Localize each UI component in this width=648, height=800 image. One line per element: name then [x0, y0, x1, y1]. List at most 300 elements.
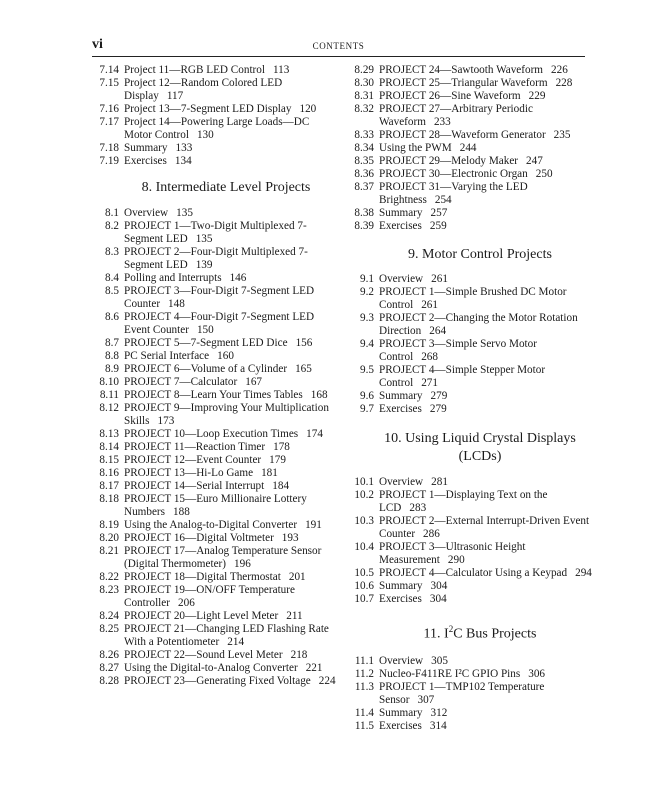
- page-ref: 312: [430, 706, 448, 719]
- entry-text: PROJECT 14—Serial Interrupt: [124, 480, 265, 492]
- page-ref: 193: [281, 532, 299, 544]
- toc-entry[interactable]: [347, 64, 593, 77]
- section-number: 7.14: [99, 64, 119, 76]
- entry-title: [124, 272, 246, 285]
- entry-text: PROJECT 25—Triangular Waveform: [379, 77, 548, 89]
- page-ref: 133: [175, 142, 193, 154]
- section-number: 11.2: [354, 667, 374, 680]
- toc-entry[interactable]: [347, 273, 593, 286]
- entry-title: [379, 129, 570, 142]
- toc-entry[interactable]: [92, 649, 340, 662]
- entry-text: PROJECT 27—Arbitrary Periodic Waveform: [379, 103, 533, 128]
- toc-entry[interactable]: [347, 338, 593, 364]
- entry-text: PROJECT 29—Melody Maker: [379, 155, 519, 167]
- entry-title: [379, 286, 593, 312]
- toc-entry[interactable]: [347, 593, 593, 606]
- entry-title: [124, 571, 306, 584]
- page-ref: 117: [166, 90, 184, 102]
- page-ref: 304: [429, 593, 447, 605]
- entry-text: Exercises: [379, 593, 422, 605]
- entry-title: [379, 390, 447, 403]
- toc-entry[interactable]: [92, 142, 340, 155]
- page-ref: 247: [526, 155, 543, 167]
- entry-title: [379, 720, 447, 733]
- section-number: 8.33: [354, 129, 374, 141]
- toc-entry[interactable]: [92, 311, 340, 337]
- toc-entry[interactable]: [92, 519, 340, 532]
- toc-entry[interactable]: [347, 655, 593, 668]
- section-number: 8.6: [105, 311, 119, 323]
- page-ref: 113: [272, 64, 290, 76]
- entry-text: Overview: [379, 476, 424, 488]
- toc-entry[interactable]: [92, 337, 340, 350]
- entry-text: Overview: [124, 207, 169, 219]
- chapter-heading: 8. Intermediate Level Projects: [141, 180, 311, 195]
- entry-title: [124, 337, 312, 350]
- entry-text: PROJECT 13—Hi-Lo Game: [124, 467, 254, 479]
- entry-title: [379, 273, 448, 286]
- toc-entry[interactable]: [92, 246, 340, 272]
- page-ref: 259: [429, 220, 447, 232]
- entry-title: [379, 655, 448, 668]
- section-number: 7.18: [99, 142, 119, 154]
- toc-list: [92, 64, 340, 168]
- entry-text: PROJECT 17—Analog Temperature Sensor (Digital Thermometer): [124, 545, 322, 570]
- toc-entry[interactable]: [92, 363, 340, 376]
- page-header: [92, 37, 585, 57]
- section-number: 8.13: [99, 428, 119, 440]
- entry-title: [124, 363, 312, 376]
- page-ref: 167: [245, 376, 262, 388]
- entry-title: [124, 116, 340, 142]
- page-ref: 150: [196, 324, 214, 336]
- chapter-heading: 10. Using Liquid Crystal Displays (LCDs): [384, 431, 576, 464]
- page-ref: 271: [421, 377, 438, 389]
- toc-entry[interactable]: [347, 168, 593, 181]
- page-ref: 244: [459, 142, 477, 154]
- page-ref: 174: [306, 428, 323, 440]
- entry-text: PROJECT 10—Loop Execution Times: [124, 428, 299, 440]
- section-number: 7.15: [99, 77, 119, 89]
- page-ref: 178: [273, 441, 290, 453]
- entry-text: PROJECT 24—Sawtooth Waveform: [379, 64, 544, 76]
- entry-text: Summary: [124, 142, 168, 154]
- page-ref: 290: [447, 554, 465, 566]
- toc-entry[interactable]: [92, 155, 340, 168]
- toc-list: [92, 207, 340, 688]
- toc-entry[interactable]: [92, 493, 340, 519]
- entry-text: Exercises: [379, 220, 422, 232]
- entry-title: [124, 519, 322, 532]
- page-ref: 221: [305, 662, 323, 674]
- toc-entry[interactable]: [347, 681, 593, 707]
- entry-text: PROJECT 18—Digital Thermostat: [124, 571, 281, 583]
- toc-entry[interactable]: [92, 532, 340, 545]
- toc-entry[interactable]: [347, 403, 593, 416]
- toc-entry[interactable]: [92, 116, 340, 142]
- entry-text: Exercises: [379, 403, 422, 415]
- section-number: 8.7: [105, 337, 119, 349]
- entry-title: [379, 142, 477, 155]
- page-ref: 254: [434, 194, 452, 206]
- entry-title: [124, 77, 340, 103]
- toc-entry[interactable]: [92, 428, 340, 441]
- entry-text: PROJECT 1—Displaying Text on the LCD: [379, 489, 548, 514]
- entry-title: [124, 662, 322, 675]
- section-number: 9.7: [360, 403, 374, 415]
- section-number: 10.6: [354, 580, 374, 592]
- toc-entry[interactable]: [347, 489, 593, 515]
- entry-title: [124, 376, 262, 389]
- entry-title: [379, 541, 593, 567]
- toc-entry[interactable]: [347, 720, 593, 733]
- section-number: 10.7: [354, 593, 374, 605]
- entry-text: PROJECT 20—Light Level Meter: [124, 610, 279, 622]
- toc-entry[interactable]: [347, 312, 593, 338]
- page-ref: 224: [318, 675, 336, 687]
- entry-text: PROJECT 6—Volume of a Cylinder: [124, 363, 288, 375]
- entry-title: [124, 311, 340, 337]
- entry-text: Using the Analog-to-Digital Converter: [124, 519, 298, 531]
- page-ref: 191: [305, 519, 322, 531]
- toc-list: [347, 476, 593, 606]
- entry-title: [124, 64, 289, 77]
- chapter-heading: 9. Motor Control Projects: [408, 247, 552, 262]
- entry-text: PROJECT 21—Changing LED Flashing Rate With a Potentiometer: [124, 623, 329, 648]
- page-ref: 211: [286, 610, 303, 622]
- toc-entry[interactable]: [347, 668, 593, 681]
- page-ref: 160: [217, 350, 234, 362]
- page-ref: 135: [195, 233, 213, 245]
- entry-title: [124, 103, 316, 116]
- page-ref: 261: [431, 273, 448, 285]
- section-number: 10.3: [354, 515, 374, 527]
- toc-entry[interactable]: [92, 545, 340, 571]
- page-number: vi: [92, 37, 103, 52]
- toc-list: [347, 64, 593, 233]
- page-ref: 226: [551, 64, 568, 76]
- entry-title: [124, 142, 192, 155]
- entry-title: [379, 403, 447, 416]
- entry-text: PROJECT 1—TMP102 Temperature Sensor: [379, 680, 545, 706]
- section-number: 8.1: [105, 207, 119, 219]
- toc-entry[interactable]: [92, 467, 340, 480]
- entry-text: Overview: [379, 654, 424, 667]
- section-number: 8.39: [354, 220, 374, 232]
- section-number: 8.32: [354, 103, 374, 115]
- toc-entry[interactable]: [347, 142, 593, 155]
- entry-title: [124, 493, 340, 519]
- page-ref: 261: [421, 299, 438, 311]
- entry-text: PROJECT 31—Varying the LED Brightness: [379, 181, 528, 206]
- page-ref: 188: [173, 506, 190, 518]
- entry-title: [379, 312, 593, 338]
- entry-title: [124, 428, 323, 441]
- toc-right-column: [347, 64, 593, 733]
- section-number: 8.24: [99, 610, 119, 622]
- entry-title: [124, 467, 278, 480]
- entry-title: [124, 441, 290, 454]
- page-ref: 294: [575, 567, 592, 579]
- entry-text: Using the PWM: [379, 142, 452, 154]
- entry-text: PROJECT 30—Electronic Organ: [379, 168, 528, 180]
- toc-entry[interactable]: [347, 155, 593, 168]
- entry-title: [124, 545, 340, 571]
- page-ref: 235: [553, 129, 571, 141]
- section-number: 8.8: [105, 350, 119, 362]
- toc-entry[interactable]: [92, 285, 340, 311]
- toc-entry[interactable]: [92, 207, 340, 220]
- chapter-heading: 11. $I^2C$ Bus Projects: [423, 624, 537, 642]
- section-number: 8.20: [99, 532, 119, 544]
- entry-title: [379, 707, 447, 720]
- toc-entry[interactable]: [347, 364, 593, 390]
- toc-entry[interactable]: [92, 623, 340, 649]
- page-ref: 305: [431, 654, 448, 667]
- toc-entry[interactable]: [347, 77, 593, 90]
- page-ref: 229: [528, 90, 546, 102]
- entry-title: [379, 168, 553, 181]
- toc-entry[interactable]: [92, 389, 340, 402]
- section-number: 10.1: [354, 476, 374, 488]
- section-number: 8.27: [99, 662, 119, 674]
- section-number: 8.22: [99, 571, 119, 583]
- section-number: 8.4: [105, 272, 119, 284]
- section-number: 7.17: [99, 116, 119, 128]
- page-ref: 184: [272, 480, 290, 492]
- page-ref: 206: [178, 597, 195, 609]
- section-number: 8.11: [99, 389, 119, 401]
- section-number: 11.3: [354, 680, 374, 693]
- section-number: 9.5: [360, 364, 374, 376]
- section-number: 8.5: [105, 285, 119, 297]
- entry-title: [379, 77, 572, 90]
- entry-text: Project 13—7-Segment LED Display: [124, 103, 292, 115]
- entry-title: [124, 402, 340, 428]
- entry-text: PROJECT 2—Four-Digit Multiplexed 7-Segment LED: [124, 246, 308, 271]
- page-ref: 218: [290, 649, 308, 661]
- page-ref: 120: [299, 103, 317, 115]
- running-head: CONTENTS: [312, 41, 365, 51]
- entry-text: Project 12—Random Colored LED Display: [124, 77, 283, 102]
- page-ref: 165: [295, 363, 312, 375]
- entry-text: PROJECT 5—7-Segment LED Dice: [124, 337, 288, 349]
- section-number: 8.12: [99, 402, 119, 414]
- section-number: 11.1: [354, 654, 374, 667]
- entry-text: PROJECT 4—Four-Digit 7-Segment LED Event Counter: [124, 311, 315, 336]
- toc-entry[interactable]: [92, 675, 340, 688]
- section-number: 8.17: [99, 480, 119, 492]
- entry-title: [379, 364, 593, 390]
- toc-entry[interactable]: [92, 376, 340, 389]
- page-ref: 283: [409, 502, 427, 514]
- toc-entry[interactable]: [347, 129, 593, 142]
- entry-text: PROJECT 28—Waveform Generator: [379, 129, 546, 141]
- page-ref: 173: [157, 415, 175, 427]
- page-ref: 148: [168, 298, 185, 310]
- section-number: 7.19: [99, 155, 119, 167]
- page-ref: 281: [431, 476, 448, 488]
- entry-title: [379, 668, 545, 681]
- entry-text: PROJECT 16—Digital Voltmeter: [124, 532, 274, 544]
- section-number: 8.16: [99, 467, 119, 479]
- entry-title: [124, 480, 289, 493]
- entry-text: PROJECT 7—Calculator: [124, 376, 238, 388]
- entry-title: [124, 350, 234, 363]
- page-ref: 135: [176, 207, 193, 219]
- section-number: 9.3: [360, 312, 374, 324]
- section-number: 8.23: [99, 584, 119, 596]
- section-number: 8.29: [354, 64, 374, 76]
- entry-text: PROJECT 1—Two-Digit Multiplexed 7-Segment LED: [124, 220, 307, 245]
- entry-title: [379, 593, 447, 606]
- section-number: 8.37: [354, 181, 374, 193]
- toc-entry[interactable]: [347, 103, 593, 129]
- section-number: 8.18: [99, 493, 119, 505]
- section-number: 9.2: [360, 286, 374, 298]
- page-ref: 181: [261, 467, 278, 479]
- entry-title: [124, 584, 340, 610]
- section-number: 8.26: [99, 649, 119, 661]
- page-ref: 304: [430, 580, 448, 592]
- toc-entry[interactable]: [92, 454, 340, 467]
- page-ref: 306: [528, 667, 546, 680]
- toc-entry[interactable]: [347, 207, 593, 220]
- page-ref: 257: [430, 207, 448, 219]
- entry-title: [124, 389, 328, 402]
- entry-text: Polling and Interrupts: [124, 272, 222, 284]
- entry-text: PROJECT 2—Changing the Motor Rotation Direction: [379, 312, 578, 337]
- page-ref: 130: [196, 129, 214, 141]
- entry-text: Using the Digital-to-Analog Converter: [124, 662, 298, 674]
- section-number: 8.38: [354, 207, 374, 219]
- entry-text: PROJECT 12—Event Counter: [124, 454, 262, 466]
- entry-title: [124, 675, 336, 688]
- page-ref: 179: [269, 454, 286, 466]
- toc-entry[interactable]: [347, 567, 593, 580]
- entry-text: PROJECT 26—Sine Waveform: [379, 90, 521, 102]
- toc-entry[interactable]: [92, 584, 340, 610]
- page-ref: 250: [535, 168, 553, 180]
- entry-text: Nucleo-F411RE I²C GPIO Pins: [379, 667, 521, 680]
- toc-entry[interactable]: [347, 90, 593, 103]
- toc-entry[interactable]: [347, 286, 593, 312]
- entry-title: [379, 155, 543, 168]
- entry-text: PROJECT 23—Generating Fixed Voltage: [124, 675, 311, 687]
- page-ref: 279: [430, 390, 448, 402]
- section-number: 8.19: [99, 519, 119, 531]
- section-number: 8.35: [354, 155, 374, 167]
- toc-entry[interactable]: [347, 220, 593, 233]
- entry-text: Exercises: [124, 155, 167, 167]
- entry-text: Summary: [379, 706, 423, 719]
- entry-title: [379, 207, 447, 220]
- toc-entry[interactable]: [347, 707, 593, 720]
- entry-title: [379, 681, 593, 707]
- entry-text: PROJECT 4—Simple Stepper Motor Control: [379, 364, 546, 389]
- entry-title: [379, 103, 593, 129]
- toc-entry[interactable]: [92, 64, 340, 77]
- entry-title: [124, 532, 299, 545]
- toc-entry[interactable]: [347, 476, 593, 489]
- page-ref: 201: [288, 571, 306, 583]
- page-ref: 156: [295, 337, 313, 349]
- entry-text: Summary: [379, 207, 423, 219]
- toc-entry[interactable]: [92, 402, 340, 428]
- page-ref: 214: [227, 636, 245, 648]
- toc-entry[interactable]: [92, 272, 340, 285]
- entry-text: PROJECT 3—Four-Digit 7-Segment LED Counter: [124, 285, 315, 310]
- section-number: 10.2: [354, 489, 374, 501]
- entry-title: [379, 476, 448, 489]
- section-number: 8.10: [99, 376, 119, 388]
- entry-text: PROJECT 3—Ultrasonic Height Measurement: [379, 541, 526, 566]
- section-number: 10.5: [354, 567, 374, 579]
- section-number: 8.21: [99, 545, 119, 557]
- toc-list: [347, 655, 593, 733]
- toc-entry[interactable]: [92, 610, 340, 623]
- section-number: 8.9: [105, 363, 119, 375]
- entry-title: [379, 567, 592, 580]
- entry-title: [379, 220, 447, 233]
- toc-entry[interactable]: [92, 350, 340, 363]
- entry-text: PROJECT 11—Reaction Timer: [124, 441, 266, 453]
- entry-title: [379, 580, 447, 593]
- toc-entry[interactable]: [92, 571, 340, 584]
- toc-entry[interactable]: [347, 390, 593, 403]
- section-number: 8.28: [99, 675, 119, 687]
- section-number: 9.1: [360, 273, 374, 285]
- toc-entry[interactable]: [347, 541, 593, 567]
- page-ref: 314: [429, 719, 447, 732]
- toc-entry[interactable]: [92, 103, 340, 116]
- entry-title: [124, 285, 340, 311]
- page-ref: 134: [174, 155, 192, 167]
- entry-text: PROJECT 15—Euro Millionaire Lottery Numbers: [124, 493, 307, 518]
- entry-title: [124, 220, 340, 246]
- page-ref: 196: [234, 558, 251, 570]
- toc-entry[interactable]: [92, 480, 340, 493]
- page-ref: 228: [555, 77, 573, 89]
- toc-entry[interactable]: [347, 515, 593, 541]
- entry-text: PROJECT 1—Simple Brushed DC Motor Control: [379, 286, 567, 311]
- entry-text: PROJECT 2—External Interrupt-Driven Event Counter: [379, 515, 590, 540]
- entry-title: [379, 338, 593, 364]
- entry-title: [124, 207, 193, 220]
- entry-title: [379, 64, 568, 77]
- entry-title: [124, 623, 340, 649]
- section-number: 9.4: [360, 338, 374, 350]
- toc-entry[interactable]: [92, 220, 340, 246]
- toc-entry[interactable]: [92, 662, 340, 675]
- entry-text: PROJECT 19—ON/OFF Temperature Controller: [124, 584, 295, 609]
- section-number: 8.15: [99, 454, 119, 466]
- entry-text: PROJECT 9—Improving Your Multiplication Skills: [124, 402, 329, 427]
- entry-title: [379, 181, 593, 207]
- section-number: 8.34: [354, 142, 374, 154]
- toc-entry[interactable]: [347, 181, 593, 207]
- section-number: 8.14: [99, 441, 119, 453]
- page-ref: 146: [229, 272, 247, 284]
- toc-entry[interactable]: [92, 441, 340, 454]
- toc-entry[interactable]: [92, 77, 340, 103]
- section-number: 11.5: [354, 719, 374, 732]
- section-number: 8.3: [105, 246, 119, 258]
- entry-title: [124, 246, 340, 272]
- page-ref: 233: [433, 116, 451, 128]
- entry-text: PROJECT 3—Simple Servo Motor Control: [379, 338, 537, 363]
- toc-entry[interactable]: [347, 580, 593, 593]
